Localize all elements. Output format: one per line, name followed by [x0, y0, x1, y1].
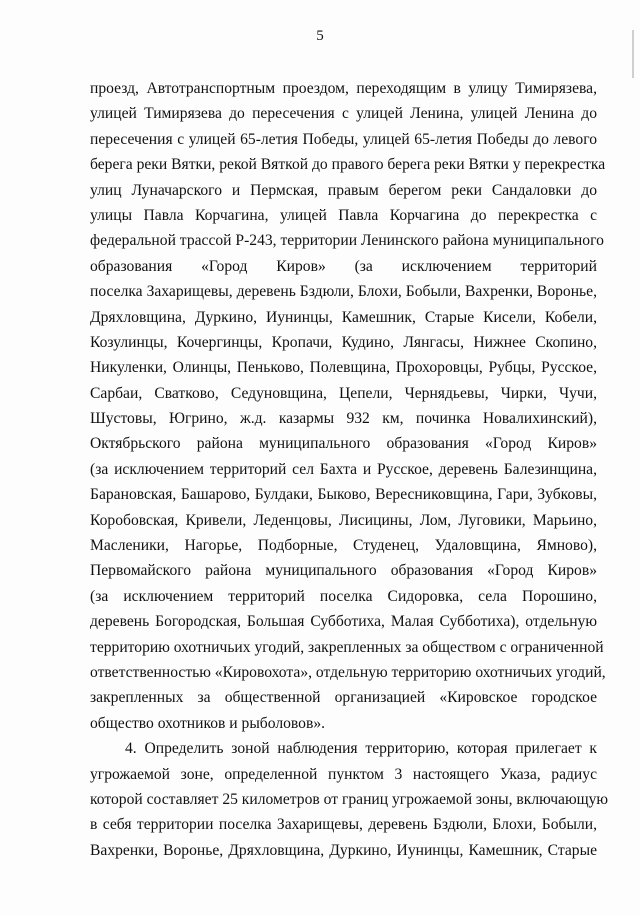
- text-line: проезд, Автотранспортным проездом, переходящим в улицу Тимирязева,: [90, 80, 597, 97]
- text-line: пересечения с улицей 65-летия Победы, улицей 65-летия Победы до левого: [90, 130, 597, 148]
- text-line: Масленики, Нагорье, Подборные, Студенец, Удаловщина, Ямново),: [90, 537, 597, 555]
- text-line: улицей Тимирязева до пересечения с улицей Ленина, улицей Ленина до: [90, 105, 597, 123]
- scan-edge-mark: [632, 30, 634, 78]
- document-body: [90, 76, 609, 863]
- text-line: Козулинцы, Кочергинцы, Кропачи, Кудино, Лянгасы, Нижнее Скопино,: [90, 333, 597, 351]
- text-line: федеральной трассой Р-243, территории Ленинского района муниципального: [90, 232, 604, 250]
- text-line: Дряхловщина, Дуркино, Иунинцы, Камешник, Старые Кисели, Кобели,: [90, 308, 597, 326]
- text-line: ответственностью «Кировохота», отдельную территорию охотничьих угодий,: [90, 663, 606, 681]
- text-line: улицы Павла Корчагина, улицей Павла Корчагина до перекрестка с: [90, 206, 597, 224]
- text-line: образования «Город Киров» (за исключением территорий: [90, 257, 597, 275]
- text-line: территорию охотничьих угодий, закрепленных за обществом с ограниченной: [90, 638, 604, 656]
- text-line: которой составляет 25 километров от границ угрожаемой зоны, включающую: [90, 790, 609, 808]
- text-line: закрепленных за общественной организацией «Кировское городское: [90, 689, 597, 707]
- page-number: 5: [316, 28, 324, 44]
- text-line: в себя территории поселка Захарищевы, деревень Бздюли, Блохи, Бобыли,: [90, 816, 597, 834]
- text-line: улиц Луначарского и Пермская, правым берегом реки Сандаловки до: [90, 181, 597, 199]
- text-line: (за исключением территорий поселка Сидоровка, села Порошино,: [90, 587, 597, 605]
- text-line: общество охотников и рыболовов».: [90, 714, 326, 732]
- text-line: Сарбаи, Сватково, Седуновщина, Цепели, Чернядьевы, Чирки, Чучи,: [90, 384, 597, 402]
- text-line: Вахренки, Воронье, Дряхловщина, Дуркино, Иунинцы, Камешник, Старые: [90, 841, 597, 859]
- paragraph-2: [90, 736, 609, 863]
- text-line: Никуленки, Олинцы, Пеньково, Полевщина, Прохоровцы, Рубцы, Русское,: [90, 359, 597, 377]
- text-line: (за исключением территорий сел Бахта и Русское, деревень Балезинщина,: [90, 460, 597, 478]
- paragraph-1: [90, 76, 606, 736]
- text-line: Шустовы, Югрино, ж.д. казармы 932 км, починка Новалихинский),: [90, 410, 597, 428]
- text-line: 4. Определить зоной наблюдения территорию, которая прилегает к: [125, 740, 597, 758]
- text-line: Коробовская, Кривели, Леденцовы, Лисицины, Лом, Луговики, Марьино,: [90, 511, 597, 529]
- text-line: поселка Захарищевы, деревень Бздюли, Блохи, Бобыли, Вахренки, Воронье,: [90, 283, 597, 301]
- text-line: Октябрьского района муниципального образования «Город Киров»: [90, 435, 597, 453]
- text-line: Первомайского района муниципального образования «Город Киров»: [90, 562, 597, 580]
- text-line: деревень Богородская, Большая Субботиха, Малая Субботиха), отдельную: [90, 613, 597, 631]
- text-line: берега реки Вятки, рекой Вяткой до правого берега реки Вятки у перекрестка: [90, 156, 606, 174]
- text-line: угрожаемой зоне, определенной пунктом 3 настоящего Указа, радиус: [90, 765, 597, 783]
- text-line: Барановская, Башарово, Булдаки, Быково, Вересниковщина, Гари, Зубковы,: [90, 486, 597, 504]
